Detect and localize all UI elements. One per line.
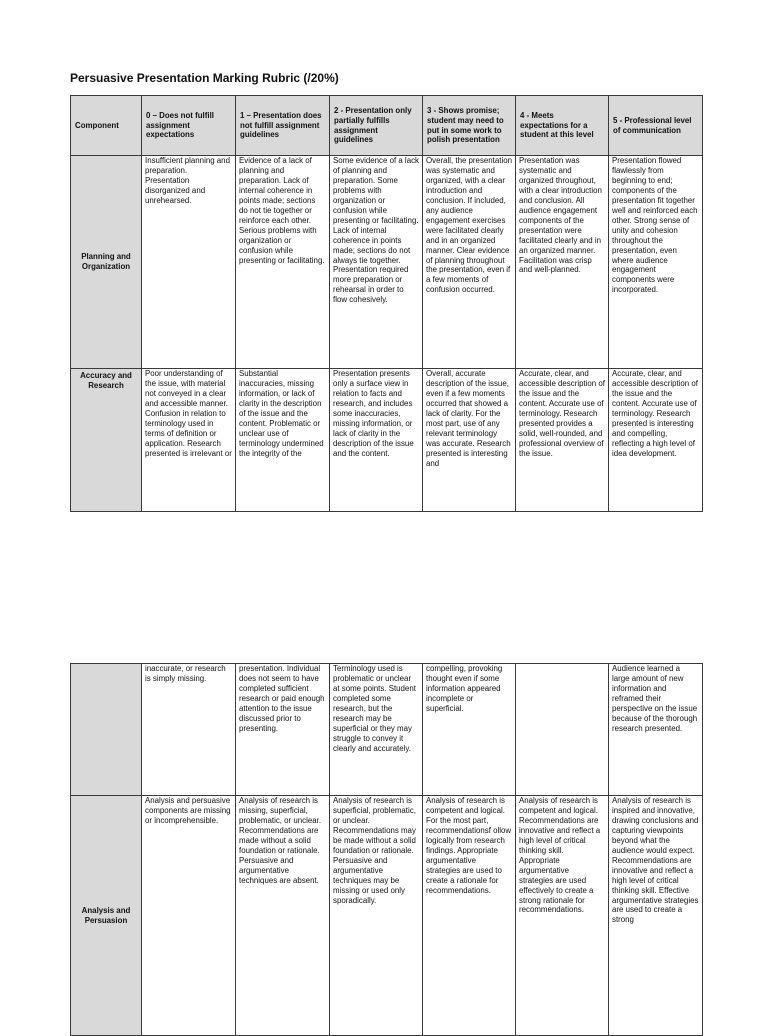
component-label: Planning and Organization xyxy=(71,156,142,369)
rubric-cell xyxy=(516,664,609,796)
rubric-cell: Overall, accurate description of the issue, even if a few moments occurred that showed a lack of clarity. For the most part, use of any relevant terminology was accurate. Research presented is interesting and xyxy=(423,369,516,512)
rubric-cell: Terminology used is problematic or unclear at some points. Student completed some research, but the research may be superficial or they may struggle to convey it clearly and accurately. xyxy=(330,664,423,796)
column-header-component: Component xyxy=(71,96,142,156)
table-row xyxy=(71,156,703,369)
rubric-cell: Analysis of research is competent and logical. For the most part, recommendationsf ollow logically from research findings. Appropriate argumentative strategies are used to create a rationale for recommendations. xyxy=(423,796,516,1036)
header-row xyxy=(71,96,703,156)
rubric-cell: Accurate, clear, and accessible description of the issue and the content. Accurate use of terminology. Research presented provides a solid, well-rounded, and professional overview of the issue. xyxy=(516,369,609,512)
column-header-score-2: 2 - Presentation only partially fulfills assignment guidelines xyxy=(330,96,423,156)
column-header-score-0: 0 – Does not fulfill assignment expectations xyxy=(142,96,236,156)
rubric-cell: Analysis of research is missing, superficial, problematic, or unclear. Recommendations are made without a solid foundation or rationale. Persuasive and argumentative techniques are absent. xyxy=(236,796,330,1036)
rubric-cell: Analysis of research is inspired and innovative, drawing conclusions and capturing viewpoints beyond what the audience would expect. Recommendations are innovative and reflect a high level of critical thinking skill. Effective argumentative strategies are used to create a strong xyxy=(609,796,703,1036)
column-header-score-3: 3 - Shows promise; student may need to put in some work to polish presentation xyxy=(423,96,516,156)
rubric-cell: Presentation presents only a surface view in relation to facts and research, and includes some inaccuracies, missing information, or lack of clarity in the description of the issue and the content. xyxy=(330,369,423,512)
rubric-cell: Substantial inaccuracies, missing information, or lack of clarity in the description of the issue and the content. Problematic or unclear use of terminology undermined the integrity of the xyxy=(236,369,330,512)
rubric-cell: inaccurate, or research is simply missing. xyxy=(142,664,236,796)
rubric-cell: Analysis of research is superficial, problematic, or unclear. Recommendations may be made without a solid foundation or rationale. Persuasive and argumentative techniques may be missing or used only sporadically. xyxy=(330,796,423,1036)
rubric-cell: Some evidence of a lack of planning and preparation. Some problems with organization or confusion while presenting or facilitating. Lack of internal coherence in points made; sections do not always tie together. Presentation required more preparation or rehearsal in order to flow cohesively. xyxy=(330,156,423,369)
rubric-cell: Presentation was systematic and organized throughout, with a clear introduction and conclusion. All audience engagement components of the presentation were facilitated clearly and in an organized manner. Facilitation was crisp and well-planned. xyxy=(516,156,609,369)
document-title: Persuasive Presentation Marking Rubric (/20%) xyxy=(70,71,339,85)
rubric-table-page-1 xyxy=(70,95,703,512)
rubric-cell: Overall, the presentation was systematic and organized, with a clear introduction and conclusion. If included, any audience engagement exercises were facilitated clearly and in an organized manner. Clear evidence of planning throughout the presentation, even if a few moments of confusion occurred. xyxy=(423,156,516,369)
rubric-cell: Analysis of research is competent and logical. Recommendations are innovative and reflect a high level of critical thinking skill. Appropriate argumentative strategies are used effectively to create a strong rationale for recommendations. xyxy=(516,796,609,1036)
component-label: Accuracy and Research xyxy=(71,369,142,512)
rubric-cell: presentation. Individual does not seem to have completed sufficient research or paid enough attention to the issue discussed prior to presenting. xyxy=(236,664,330,796)
table-row xyxy=(71,796,703,1036)
rubric-table-page-2 xyxy=(70,663,703,1036)
column-header-score-1: 1 – Presentation does not fulfill assignment guidelines xyxy=(236,96,330,156)
column-header-score-5: 5 - Professional level of communication xyxy=(609,96,703,156)
table-row xyxy=(71,369,703,512)
rubric-cell: Poor understanding of the issue, with material not conveyed in a clear and accessible manner. Confusion in relation to terminology used in terms of definition or application. Research presented is irrelevant or xyxy=(142,369,236,512)
rubric-cell: compelling, provoking thought even if some information appeared incomplete or superficial. xyxy=(423,664,516,796)
component-label: Analysis and Persuasion xyxy=(71,796,142,1036)
rubric-cell: Evidence of a lack of planning and preparation. Lack of internal coherence in points made; sections do not tie together or reinforce each other. Serious problems with organization or confusion while presenting or facilitating. xyxy=(236,156,330,369)
rubric-cell: Audience learned a large amount of new information and reframed their perspective on the issue because of the thorough research presented. xyxy=(609,664,703,796)
rubric-cell: Analysis and persuasive components are missing or incomprehensible. xyxy=(142,796,236,1036)
rubric-cell: Accurate, clear, and accessible description of the issue and the content. Accurate use of terminology. Research presented is interesting and compelling, reflecting a high level of idea development. xyxy=(609,369,703,512)
component-label xyxy=(71,664,142,796)
column-header-score-4: 4 - Meets expectations for a student at this level xyxy=(516,96,609,156)
rubric-cell: Presentation flowed flawlessly from beginning to end; components of the presentation fit together well and reinforced each other. Strong sense of unity and cohesion throughout the presentation, even where audience engagement components were incorporated. xyxy=(609,156,703,369)
rubric-cell: Insufficient planning and preparation. Presentation disorganized and unrehearsed. xyxy=(142,156,236,369)
table-row xyxy=(71,664,703,796)
